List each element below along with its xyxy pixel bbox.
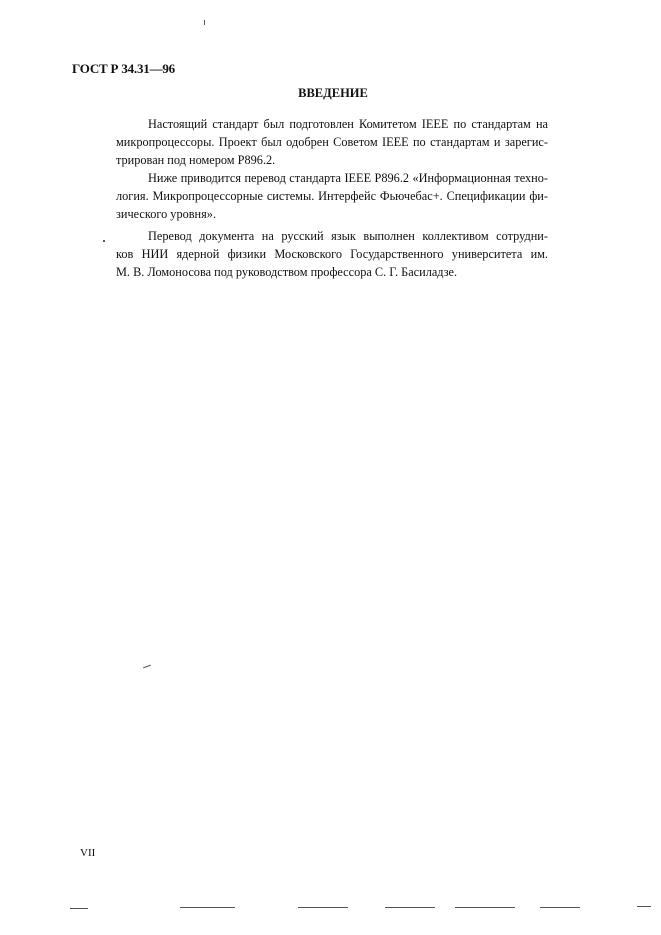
text-line: М. В. Ломоносова под руководством профессора С. Г. Басиладзе. — [116, 265, 458, 279]
scan-artifact — [180, 907, 235, 908]
text-line: зического уровня». — [116, 207, 217, 221]
scan-artifact — [637, 906, 651, 907]
text-line: трирован под номером Р896.2. — [116, 153, 276, 167]
text-line: Перевод документа на русский язык выполнен коллективом сотрудни- — [148, 229, 548, 243]
text-line: микропроцессоры. Проект был одобрен Советом IEEE по стандартам и зарегис- — [116, 135, 548, 149]
text-line: логия. Микропроцессорные системы. Интерфейс Фьючебас+. Спецификации фи- — [116, 189, 548, 203]
scan-artifact — [455, 907, 515, 908]
text-line: Ниже приводится перевод стандарта IEEE Р896.2 «Информационная техно- — [148, 171, 548, 185]
scan-artifact — [204, 20, 205, 25]
scan-artifact — [70, 908, 88, 909]
scan-artifact — [298, 907, 348, 908]
document-header: ГОСТ Р 34.31—96 — [72, 61, 175, 76]
section-title: ВВЕДЕНИЕ — [298, 86, 368, 100]
page-number: VII — [80, 847, 96, 859]
text-line: ков НИИ ядерной физики Московского Государственного университета им. — [116, 247, 548, 261]
scan-artifact — [103, 240, 105, 242]
scan-artifact — [143, 665, 151, 669]
scan-artifact — [385, 907, 435, 908]
scan-artifact — [540, 907, 580, 908]
text-line: Настоящий стандарт был подготовлен Комитетом IEEE по стандартам на — [148, 117, 548, 131]
